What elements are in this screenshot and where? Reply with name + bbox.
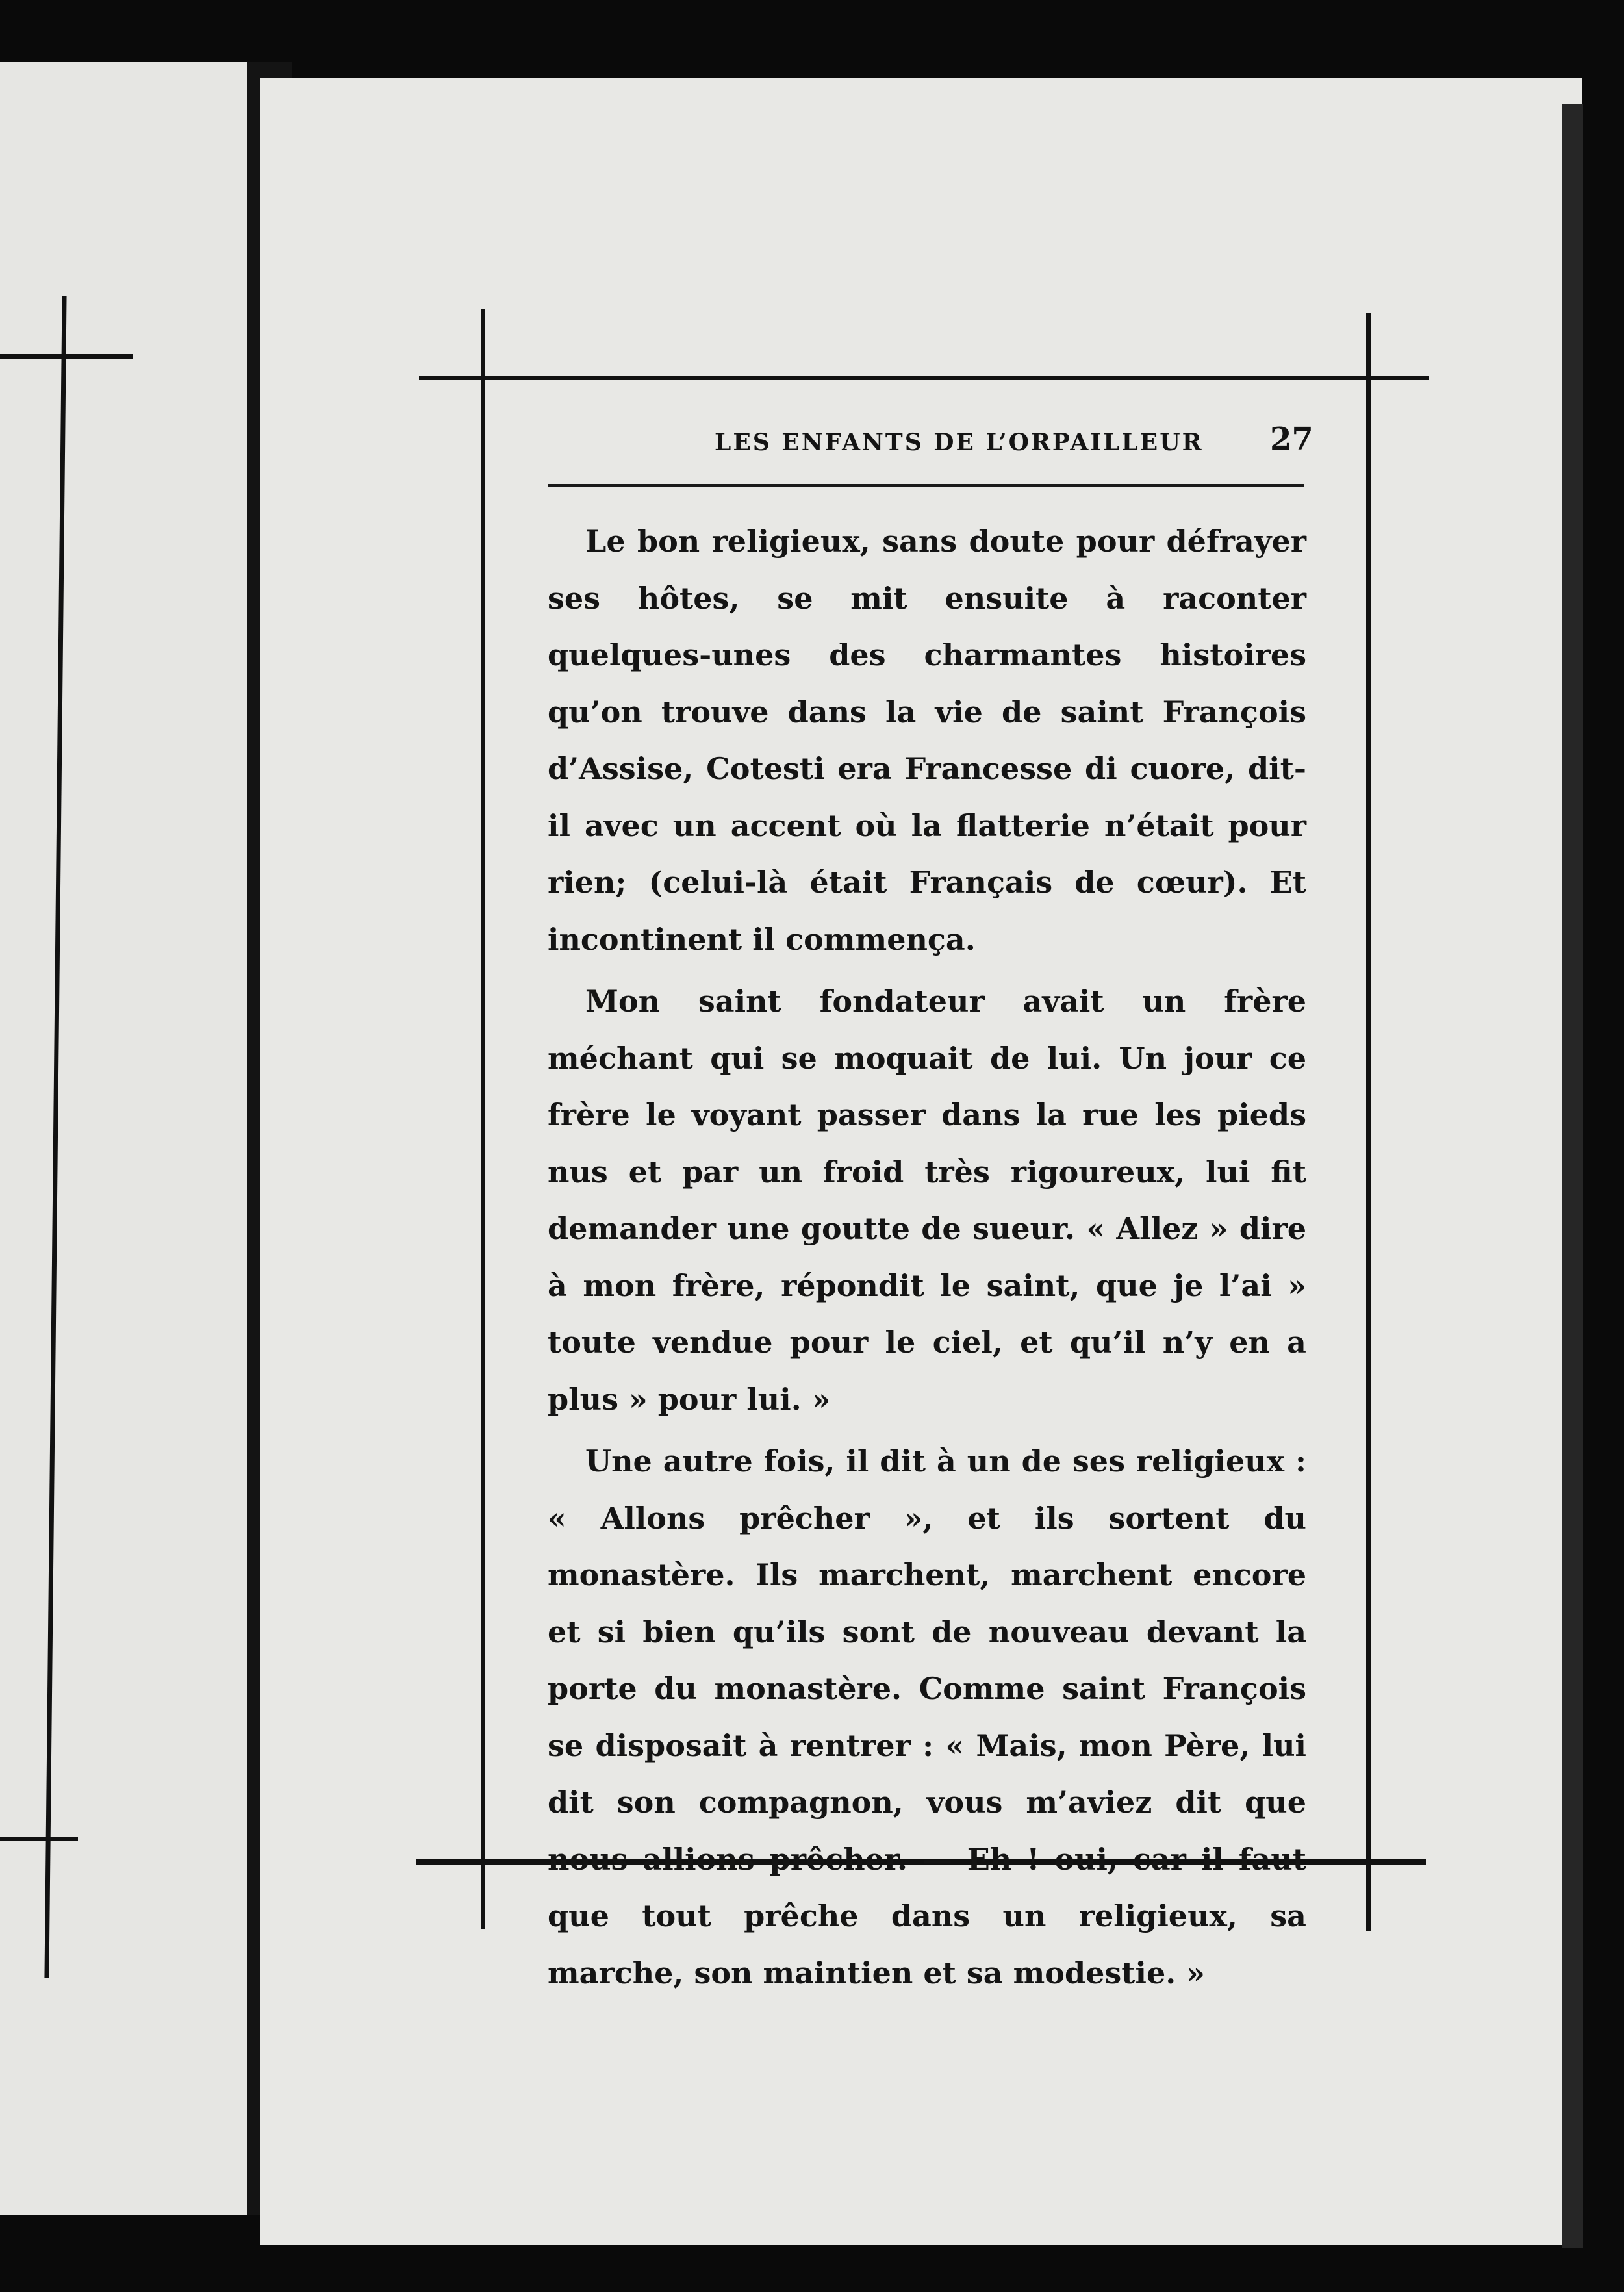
- frame-right-rule: [1366, 313, 1371, 1931]
- left-page-top-rule: [0, 354, 133, 359]
- page-body: [548, 513, 1306, 2002]
- page-number: 27: [1270, 421, 1313, 457]
- header-rule: [548, 484, 1304, 487]
- frame-top-rule: [419, 376, 1429, 380]
- running-title: LES ENFANTS DE L’ORPAILLEUR: [715, 429, 1204, 456]
- left-page: [0, 62, 273, 2215]
- frame-left-rule: [481, 309, 485, 1929]
- paragraph: Une autre fois, il dit à un de ses religieux : « Allons prêcher », et ils sortent du monastère. Ils marchent, marchent encore et si bien qu’ils sont de nouveau devant la porte du monastère. Comme saint François se disposait à rentrer : « Mais, mon Père, lui dit son compagnon, vous m’aviez dit que nous allions prêcher. — Eh ! oui, car il faut que tout prêche dans un religieux, sa marche, son maintien et sa modestie. »: [548, 1444, 1306, 1991]
- left-page-vertical-rule: [44, 296, 66, 1978]
- right-page-edge: [1562, 104, 1583, 2248]
- left-page-bottom-rule: [0, 1837, 78, 1841]
- paragraph: Le bon religieux, sans doute pour défrayer ses hôtes, se mit ensuite à raconter quelques-unes des charmantes histoires qu’on trouve dans la vie de saint François d’Assise, Cotesti era Francesse di cuore, dit-il avec un accent où la flatterie n’était pour rien; (celui-là était Français de cœur). Et incontinent il commença.: [548, 524, 1306, 957]
- paragraph: Mon saint fondateur avait un frère méchant qui se moquait de lui. Un jour ce frère le voyant passer dans la rue les pieds nus et par un froid très rigoureux, lui fit demander une goutte de sueur. « Allez » dire à mon frère, répondit le saint, que je l’ai » toute vendue pour le ciel, et qu’il n’y en a plus » pour lui. »: [548, 984, 1306, 1417]
